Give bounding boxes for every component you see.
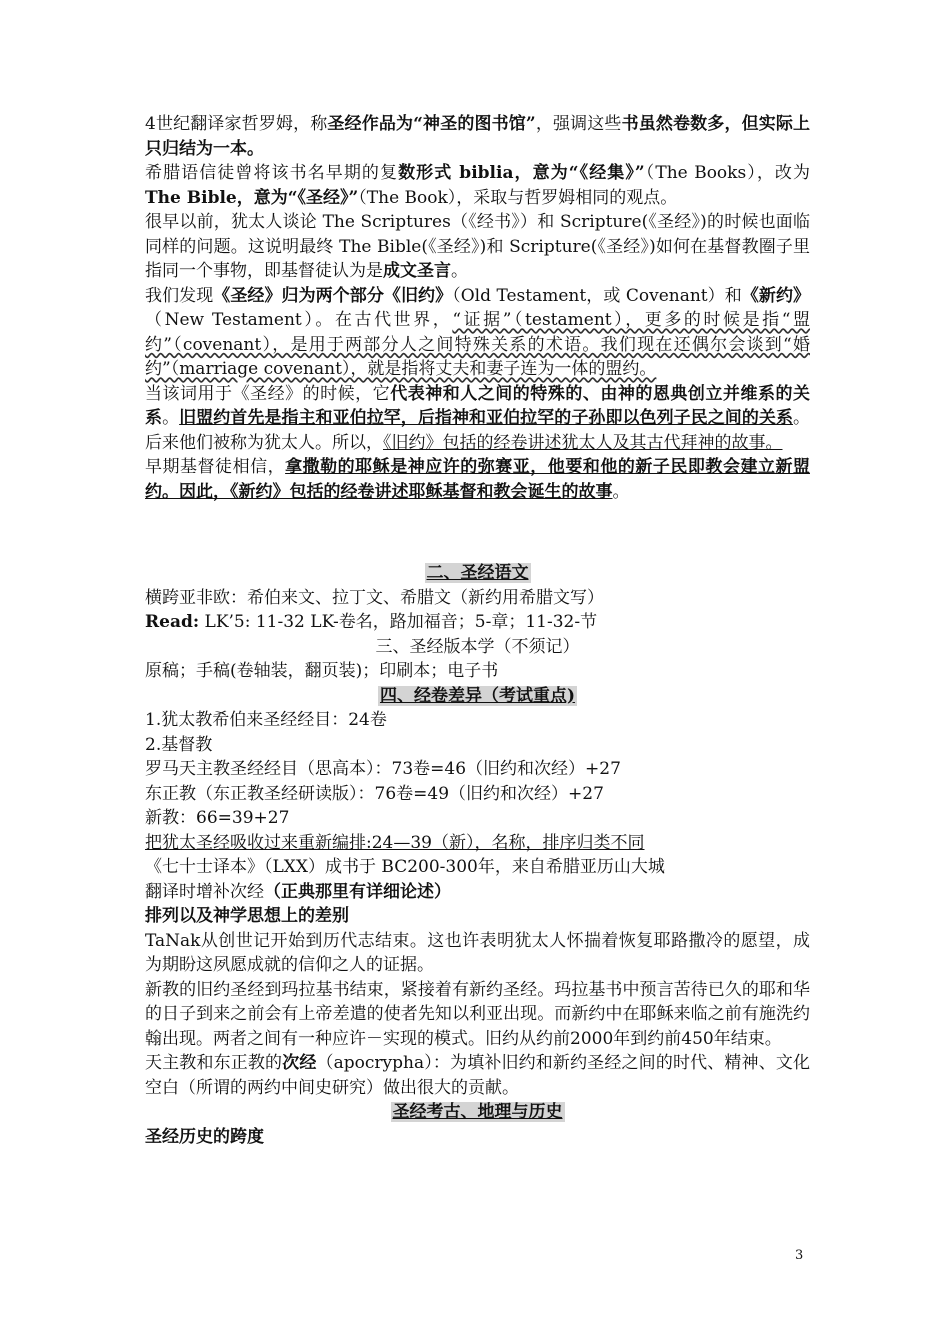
paragraph-new-covenant: [145, 455, 810, 504]
text: 希腊语信徒曾将该书名早期的复: [145, 163, 399, 183]
bold-text: 代表神和人之间的特殊的、由神的恩典创立并维系的关系: [145, 383, 811, 428]
text: 。: [451, 261, 468, 281]
paragraph-testaments: [145, 284, 810, 382]
document-body: [145, 112, 810, 1149]
paragraph-scriptures: [145, 210, 810, 284]
text: 。后来他们被称为犹太人。所以，: [145, 408, 811, 453]
bold-text: 次经: [282, 1053, 317, 1073]
bold-text: Read:: [145, 612, 200, 632]
paragraph-tanak: TaNak从创世记开始到历代志结束。这也许表明犹太人怀揣着恢复耶路撒冷的愿望，成为期盼这夙愿成就的信仰之人的证据。: [145, 930, 810, 975]
text: （apocrypha）：为填补旧约和新约圣经之间的时代、精神、文化空白（所谓的两约中间史研究）做出很大的贡献。: [145, 1053, 810, 1098]
bold-text: 《新约》: [741, 285, 811, 306]
section-heading-3: 三、圣经版本学（不须记）: [375, 636, 580, 657]
paragraph-protestant: 新教的旧约圣经到玛拉基书结束，紧接着有新约圣经。玛拉基书中预言苦待已久的耶和华的日子到来之前会有上帝差遣的使者先知以利亚出现。而新约中在耶稣来临之前有施洗约翰出现。两者之间有一种应许－实现的模式。旧约从约前2000年到约前450年结束。: [145, 979, 810, 1049]
page-number: 3: [795, 1248, 804, 1263]
list-line: [145, 880, 810, 905]
text: （New Testament）。在古代世界，: [145, 310, 453, 330]
subheading: 排列以及神学思想上的差别: [145, 906, 349, 926]
paragraph-biblia: [145, 161, 810, 210]
text: 早期基督徒相信，: [145, 457, 286, 477]
heading-text: 二、圣经语文: [426, 563, 529, 583]
list-line: 罗马天主教圣经经目（思高本）：73卷=46（旧约和次经）+27: [145, 759, 621, 779]
bold-underlined-text: 旧盟约首先是指主和亚伯拉罕，后指神和亚伯拉罕的子孙即以色列子民之间的关系: [179, 408, 794, 428]
list-line: [145, 831, 810, 856]
text: 。: [612, 481, 630, 502]
spacer: [145, 504, 810, 561]
list-line: 新教：66=39+27: [145, 808, 290, 828]
bold-text: （正典那里有详细论述）: [264, 881, 451, 902]
paragraph-apocrypha: [145, 1051, 810, 1100]
text: （Old Testament，或 Covenant）和: [452, 285, 742, 306]
text: 天主教和东正教的: [145, 1053, 283, 1073]
list-line: 1.犹太教希伯来圣经经目：24卷: [145, 710, 387, 730]
text: 我们发现: [145, 285, 214, 306]
versions-line: 原稿；手稿(卷轴装，翻页装)；印刷本；电子书: [145, 661, 499, 681]
list-line: 东正教（东正教圣经研读版）：76卷=49（旧约和次经）+27: [145, 783, 604, 804]
heading-text: 圣经考古、地理与历史: [392, 1102, 563, 1122]
bold-text: 成文圣言: [383, 261, 451, 281]
read-line: [145, 610, 810, 635]
text: 。: [162, 408, 180, 428]
bold-text: The Bible，意为“《圣经》”: [145, 187, 359, 208]
bold-text: 圣经作品为“神圣的图书馆”: [327, 114, 536, 134]
text: 翻译时增补次经: [145, 881, 264, 902]
languages-line: 横跨亚非欧：希伯来文、拉丁文、希腊文（新约用希腊文写）: [145, 587, 604, 608]
text: （The Book），采取与哲罗姆相同的观点。: [358, 187, 678, 208]
list-line: 2.基督教: [145, 734, 213, 755]
section-heading-2: [145, 561, 810, 586]
underlined-text: 把犹太圣经吸收过来重新编排:24—39（新），名称，排序归类不同: [145, 832, 645, 853]
bold-text: 书虽然卷数多，但实际上只归结为一本。: [145, 114, 811, 159]
bold-text: 《圣经》归为两个部分《旧约》: [213, 285, 453, 306]
wavy-underlined-text: “证据”（testament），更多的时候是指“盟约”（covenant），是用于两部分人之间特殊关系的术语。我们现在还偶尔会谈到“婚约”（marriage covenant），就是指将丈夫和妻子连为一体的盟约。: [145, 310, 810, 379]
heading-text: 四、经卷差异（考试重点): [379, 685, 576, 706]
paragraph-jerome: [145, 112, 810, 161]
text: LK’5: 11-32 LK-卷名，路加福音；5-章；11-32-节: [199, 612, 598, 632]
paragraph-covenant: [145, 382, 810, 456]
text: ，强调这些: [535, 114, 622, 134]
text: 很早以前，犹太人谈论 The Scriptures（《经书》）和 Scripture(《圣经》)的时候也面临同样的问题。这说明最终 The Bible(《圣经》)和 Scripture(《圣经》)如何在基督教圈子里指同一个事物，即基督徒认为是: [145, 212, 810, 281]
text: 当该词用于《圣经》的时候，它: [145, 383, 391, 404]
bold-underlined-text: 拿撒勒的耶稣是神应许的弥赛亚，他要和他的新子民即教会建立新盟约。因此，《新约》包括的经卷讲述耶稣基督和教会诞生的故事: [145, 457, 810, 502]
section-heading-5: [145, 1100, 810, 1125]
section-heading-4: [145, 684, 810, 709]
subheading: 圣经历史的跨度: [145, 1126, 264, 1147]
text: （The Books），改为: [644, 163, 810, 183]
underlined-text: 《旧约》包括的经卷讲述犹太人及其古代拜神的故事。: [383, 432, 783, 453]
text: 4世纪翻译家哲罗姆，称: [145, 114, 328, 134]
list-line: 《七十士译本》（LXX）成书于 BC200-300年，来自希腊亚历山大城: [145, 857, 665, 877]
bold-text: 数形式 biblia，意为“《经集》”: [398, 163, 645, 183]
